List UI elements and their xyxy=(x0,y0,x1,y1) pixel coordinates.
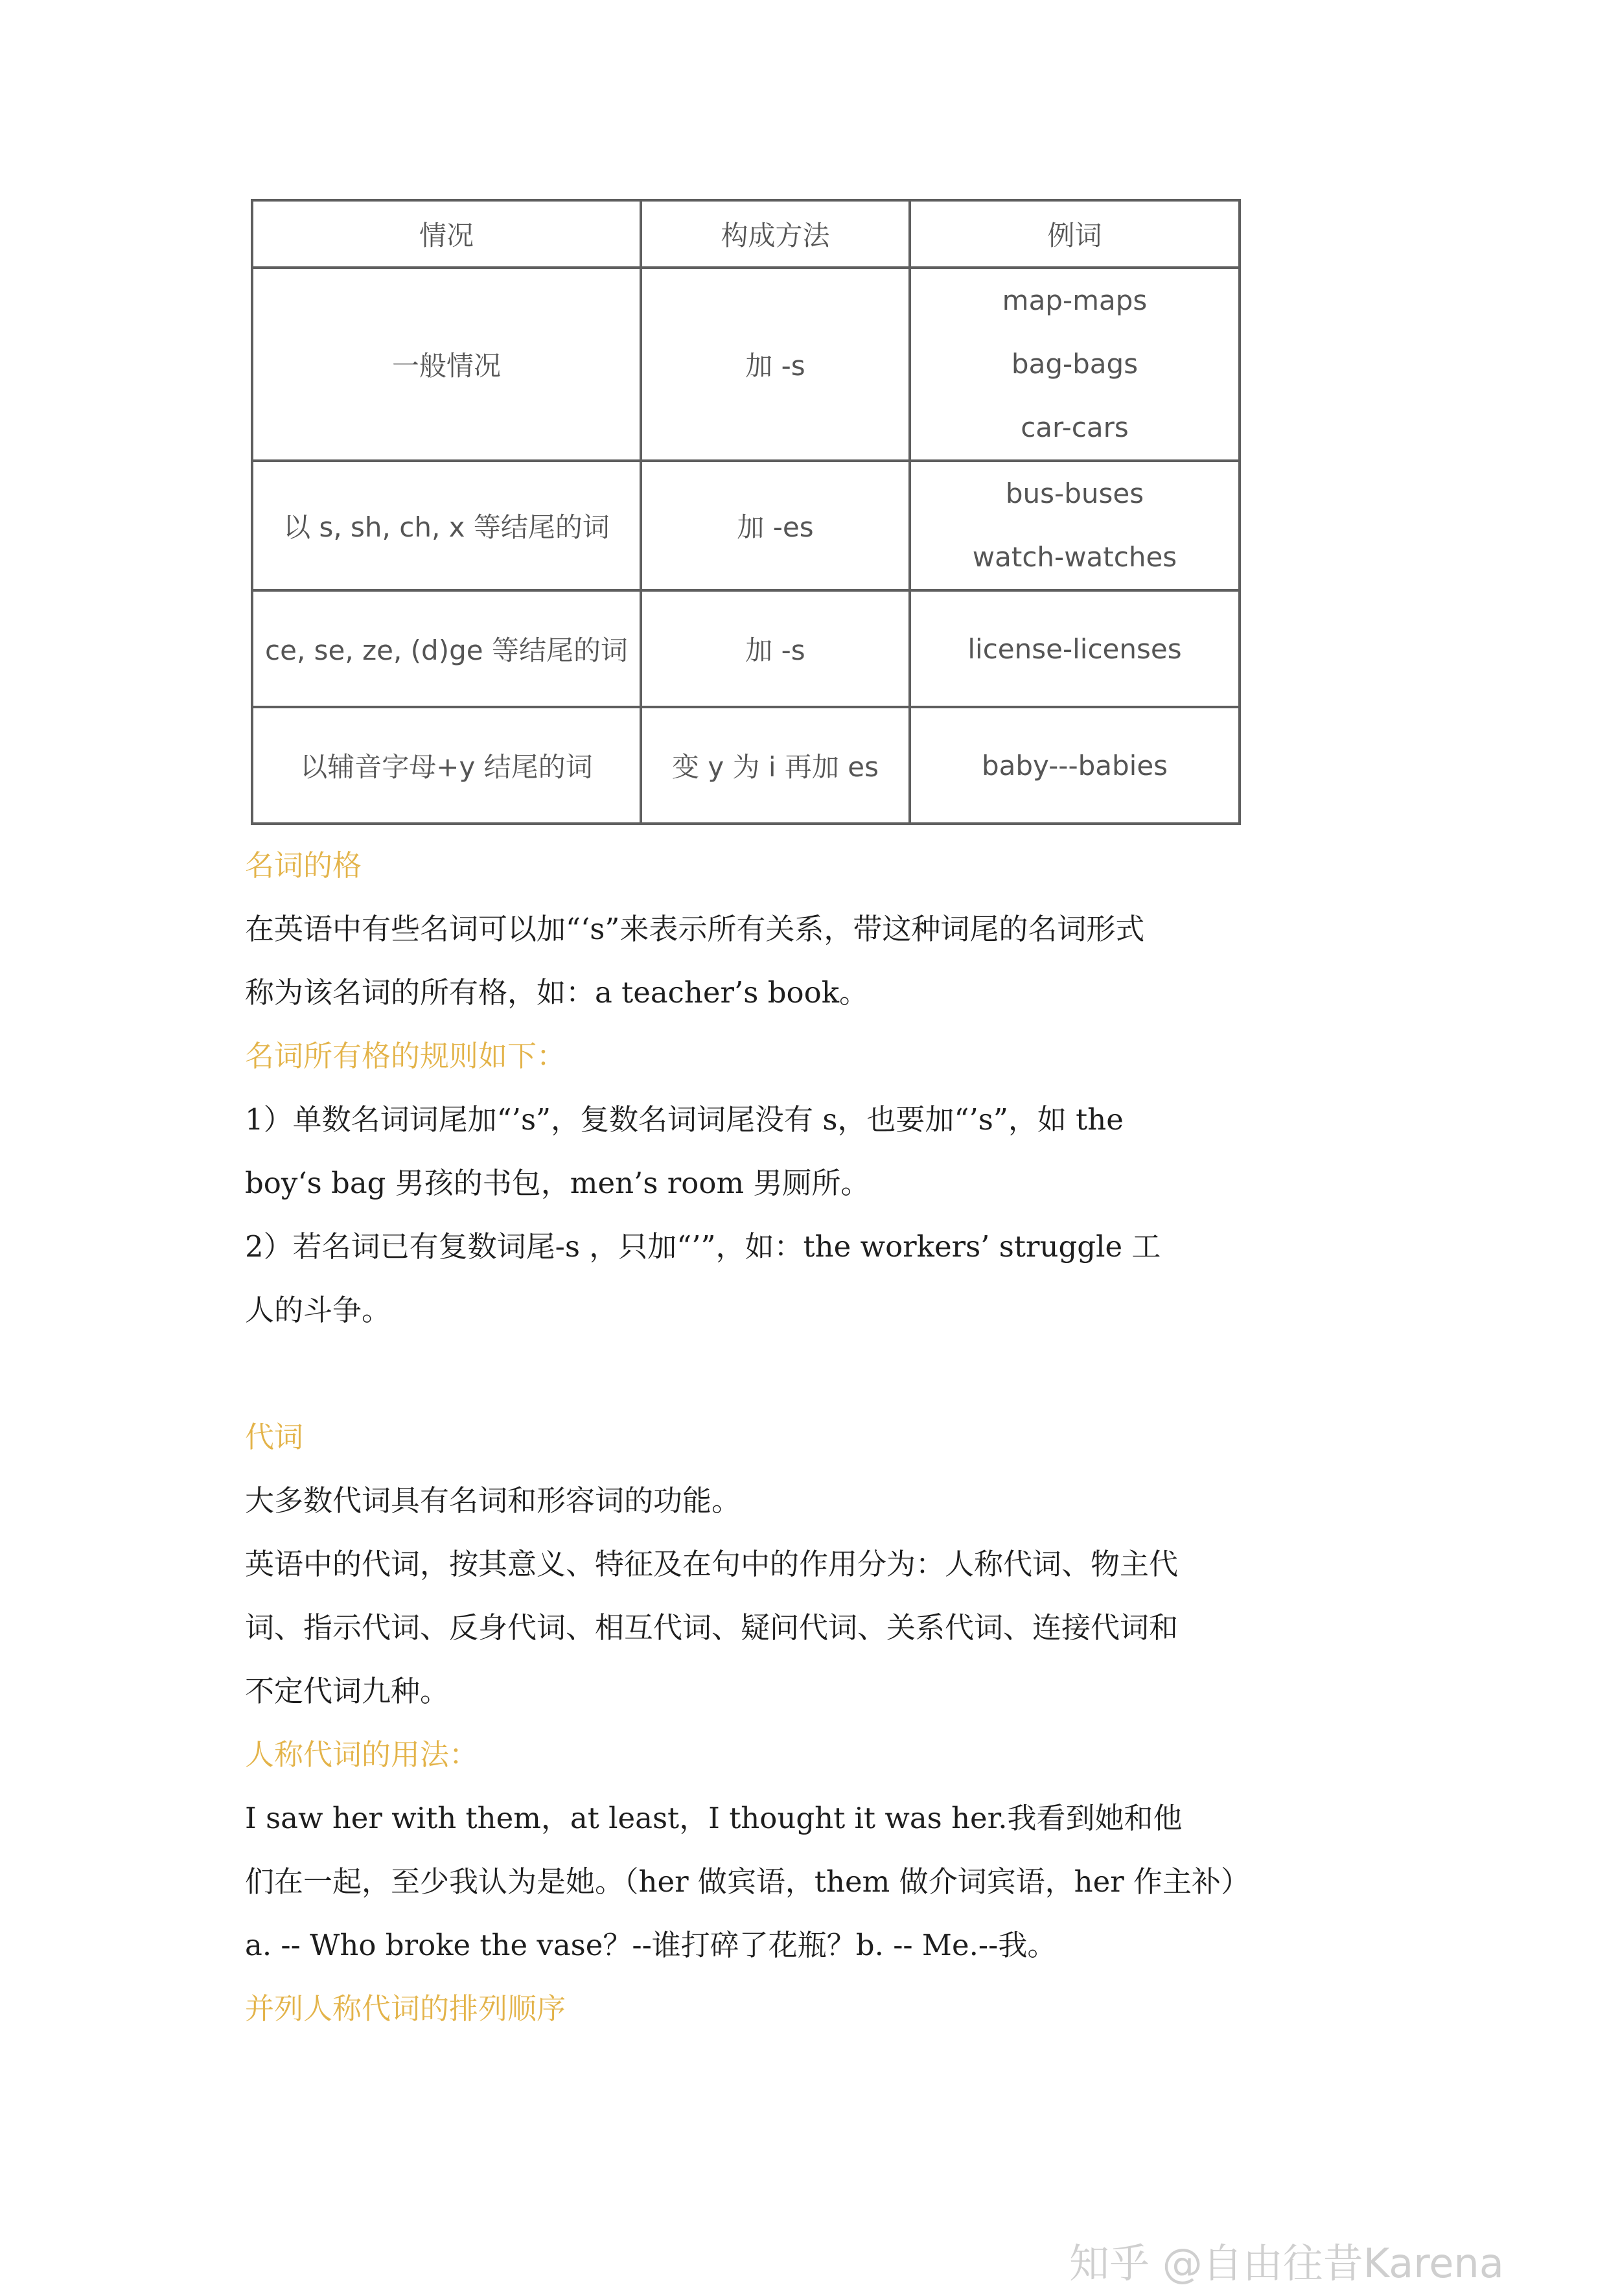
example-word: bag-bags xyxy=(1011,348,1139,380)
section-heading-pronoun: 代词 xyxy=(245,1420,304,1454)
example-word: license-licenses xyxy=(967,632,1182,665)
cell-situation: ce, se, ze, (d)ge 等结尾的词 xyxy=(252,590,641,707)
section-heading-possessive: 名词的格 xyxy=(245,848,362,883)
paragraph-line: I saw her with them，at least，I thought it was her.我看到她和他 xyxy=(245,1801,1183,1835)
cell-examples xyxy=(910,461,1240,590)
paragraph-line: 称为该名词的所有格，如：a teacher’s book。 xyxy=(245,975,868,1010)
paragraph-line: 英语中的代词，按其意义、特征及在句中的作用分为：人称代词、物主代 xyxy=(245,1547,1179,1581)
paragraph-line: a. -- Who broke the vase？--谁打碎了花瓶？b. -- Me.--我。 xyxy=(245,1928,1057,1962)
article-body xyxy=(245,834,1385,2041)
paragraph-line: 在英语中有些名词可以加“‘s”来表示所有关系，带这种词尾的名词形式 xyxy=(245,912,1145,946)
cell-method: 变 y 为 i 再加 es xyxy=(641,707,910,824)
header-method: 构成方法 xyxy=(641,200,910,268)
header-situation: 情况 xyxy=(252,200,641,268)
cell-situation: 以辅音字母+y 结尾的词 xyxy=(252,707,641,824)
plural-rules-table xyxy=(251,199,1241,825)
cell-method: 加 -s xyxy=(641,590,910,707)
zhihu-watermark: 知乎 @自由往昔Karena xyxy=(1069,2240,1504,2287)
table-row xyxy=(252,461,1240,590)
cell-examples xyxy=(910,268,1240,461)
cell-examples xyxy=(910,707,1240,824)
example-word: baby---babies xyxy=(981,749,1168,782)
example-word: map-maps xyxy=(1002,284,1148,316)
section-heading-pronoun-order: 并列人称代词的排列顺序 xyxy=(245,1991,566,2026)
example-word: watch-watches xyxy=(972,541,1177,573)
paragraph-line: boy‘s bag 男孩的书包，men’s room 男厕所。 xyxy=(245,1166,870,1200)
paragraph-line: 们在一起，至少我认为是她。（her 做宾语，them 做介词宾语，her 作主补） xyxy=(245,1864,1251,1899)
paragraph-line: 2）若名词已有复数词尾-s ，只加“’”，如：the workers’ struggle 工 xyxy=(245,1229,1161,1264)
table-header-row xyxy=(252,200,1240,268)
table-row xyxy=(252,590,1240,707)
paragraph-line: 词、指示代词、反身代词、相互代词、疑问代词、关系代词、连接代词和 xyxy=(245,1610,1179,1645)
paragraph-line: 人的斗争。 xyxy=(245,1293,391,1327)
cell-situation: 以 s, sh, ch, x 等结尾的词 xyxy=(252,461,641,590)
example-word: car-cars xyxy=(1021,412,1129,443)
blank-line xyxy=(245,1342,1385,1406)
table-row xyxy=(252,268,1240,461)
cell-situation: 一般情况 xyxy=(252,268,641,461)
paragraph-line: 大多数代词具有名词和形容词的功能。 xyxy=(245,1483,741,1518)
cell-method: 加 -s xyxy=(641,268,910,461)
section-heading-personal-pronoun-usage: 人称代词的用法： xyxy=(245,1737,479,1772)
paragraph-line: 1）单数名词词尾加“’s”，复数名词词尾没有 s，也要加“’s”，如 the xyxy=(245,1102,1124,1137)
paragraph-line: 不定代词九种。 xyxy=(245,1674,450,1708)
table-row xyxy=(252,707,1240,824)
cell-examples xyxy=(910,590,1240,707)
example-word: bus-buses xyxy=(1005,478,1144,509)
section-heading-possessive-rules: 名词所有格的规则如下： xyxy=(245,1039,566,1073)
header-examples: 例词 xyxy=(910,200,1240,268)
cell-method: 加 -es xyxy=(641,461,910,590)
